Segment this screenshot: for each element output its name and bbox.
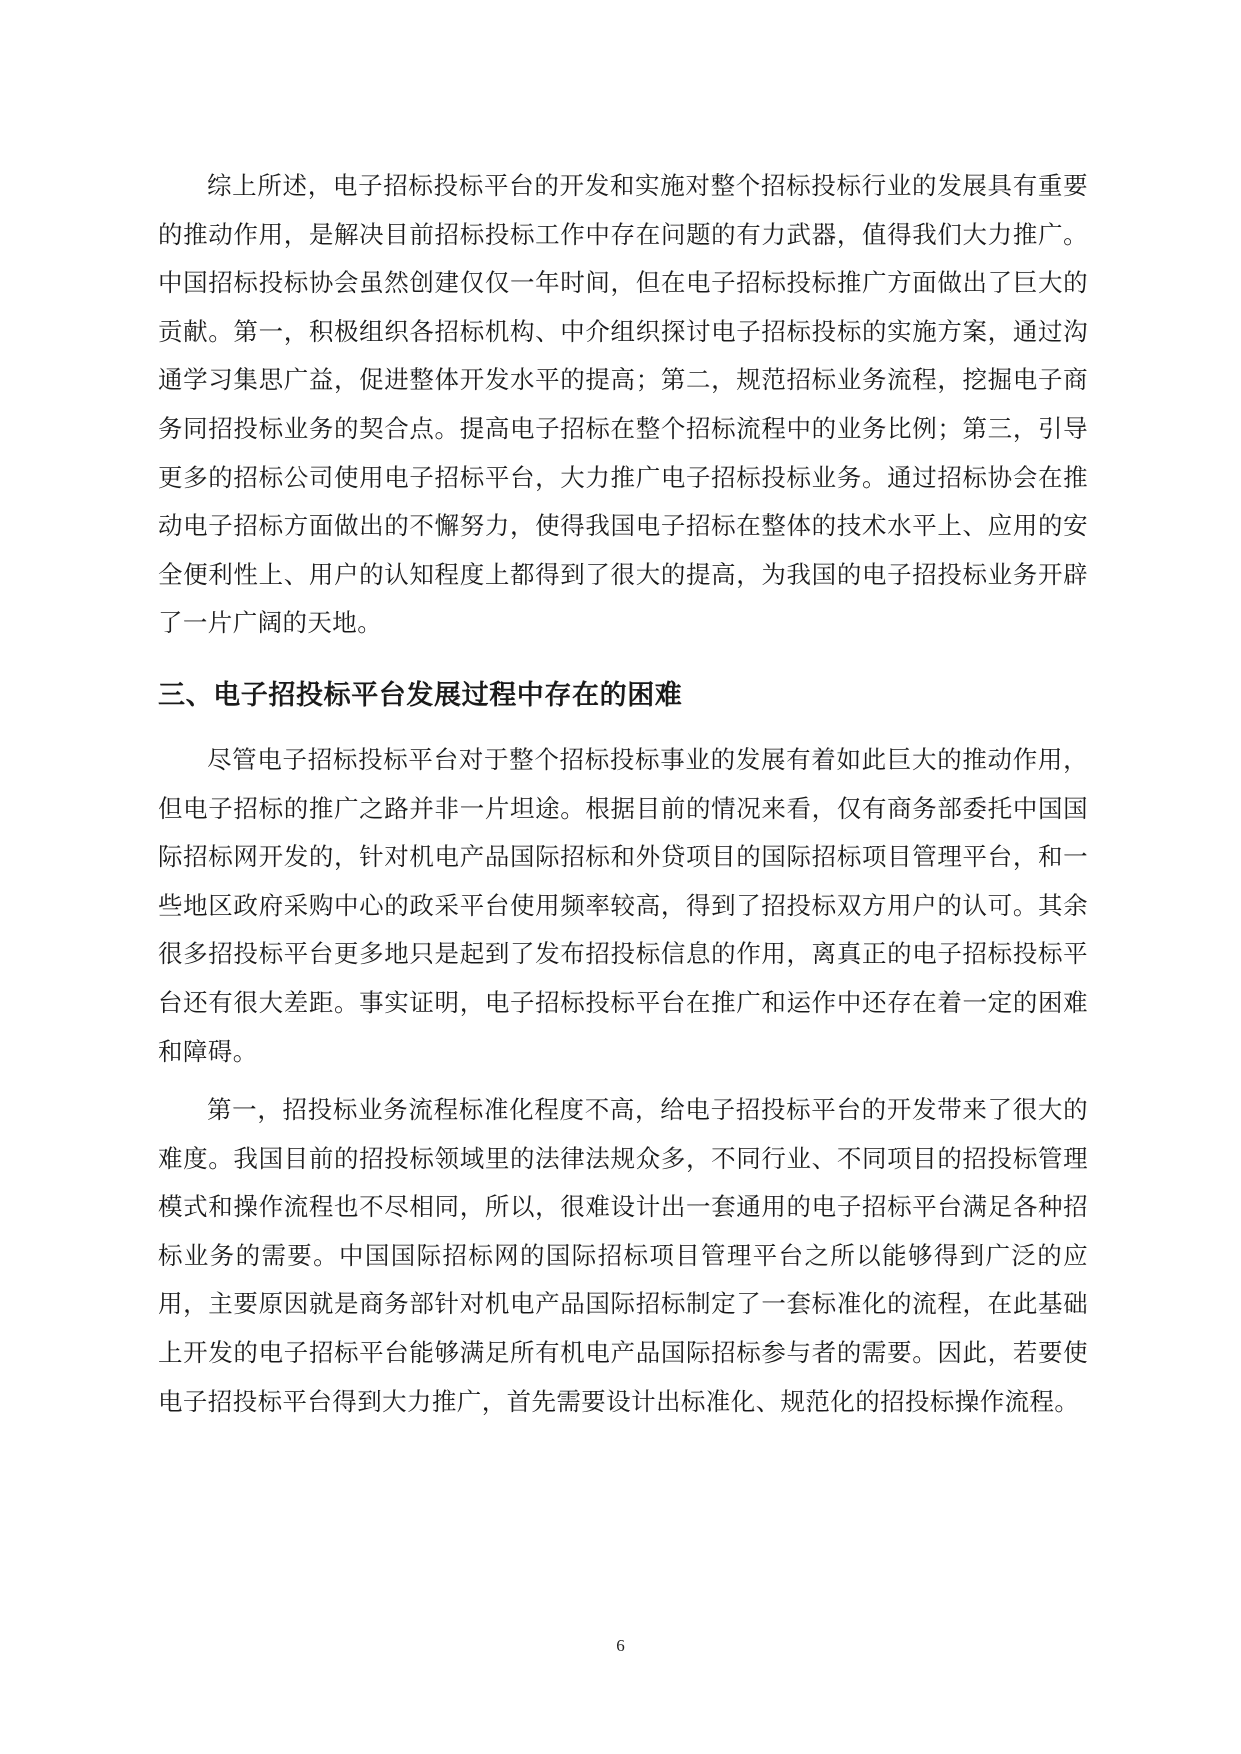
paragraph-first-difficulty: 第一，招投标业务流程标准化程度不高，给电子招投标平台的开发带来了很大的难度。我国目前的招投标领域里的法律法规众多，不同行业、不同项目的招投标管理模式和操作流程也不尽相同，所以，很难设计出一套通用的电子招标平台满足各种招标业务的需要。中国国际招标网的国际招标项目管理平台之所以能够得到广泛的应用，主要原因就是商务部针对机电产品国际招标制定了一套标准化的流程，在此基础上开发的电子招标平台能够满足所有机电产品国际招标参与者的需要。因此，若要使电子招投标平台得到大力推广，首先需要设计出标准化、规范化的招投标操作流程。 xyxy=(158,1095,1088,1416)
document-body xyxy=(158,162,1088,1426)
paragraph-difficulties-intro: 尽管电子招标投标平台对于整个招标投标事业的发展有着如此巨大的推动作用，但电子招标的推广之路并非一片坦途。根据目前的情况来看，仅有商务部委托中国国际招标网开发的，针对机电产品国际招标和外贷项目的国际招标项目管理平台，和一些地区政府采购中心的政采平台使用频率较高，得到了招投标双方用户的认可。其余很多招投标平台更多地只是起到了发布招投标信息的作用，离真正的电子招标投标平台还有很大差距。事实证明，电子招标投标平台在推广和运作中还存在着一定的困难和障碍。 xyxy=(158,744,1088,1066)
page-number: 6 xyxy=(616,1636,625,1655)
paragraph-summary: 综上所述，电子招标投标平台的开发和实施对整个招标投标行业的发展具有重要的推动作用，是解决目前招标投标工作中存在问题的有力武器，值得我们大力推广。中国招标投标协会虽然创建仅仅一年时间，但在电子招标投标推广方面做出了巨大的贡献。第一，积极组织各招标机构、中介组织探讨电子招标投标的实施方案，通过沟通学习集思广益，促进整体开发水平的提高；第二，规范招标业务流程，挖掘电子商务同招投标业务的契合点。提高电子招标在整个招标流程中的业务比例；第三，引导更多的招标公司使用电子招标平台，大力推广电子招标投标业务。通过招标协会在推动电子招标方面做出的不懈努力，使得我国电子招标在整体的技术水平上、应用的安全便利性上、用户的认知程度上都得到了很大的提高，为我国的电子招投标业务开辟了一片广阔的天地。 xyxy=(158,171,1088,638)
section-heading: 三、电子招投标平台发展过程中存在的困难 xyxy=(158,679,683,711)
